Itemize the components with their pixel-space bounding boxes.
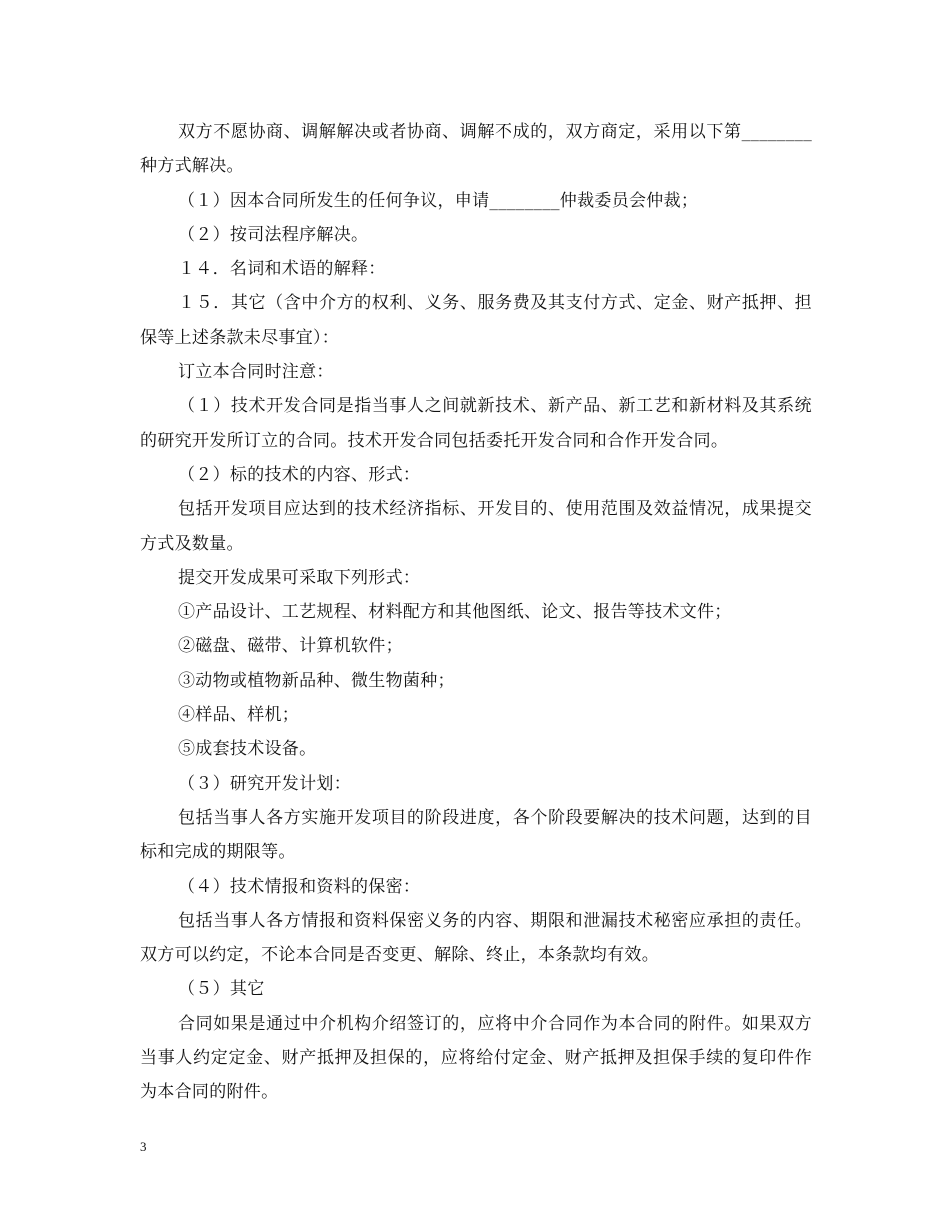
paragraph-note-3: （３）研究开发计划： bbox=[178, 773, 351, 794]
page-number: 3 bbox=[140, 1139, 147, 1154]
document-body bbox=[140, 115, 812, 1110]
list-item-form-2: ②磁盘、磁带、计算机软件； bbox=[178, 636, 403, 657]
paragraph-dispute-resolution: 双方不愿协商、调解解决或者协商、调解不成的，双方商定，采用以下第________种方式解决。 bbox=[140, 122, 812, 177]
paragraph-clause-15: １５．其它（含中介方的权利、义务、服务费及其支付方式、定金、财产抵押、担保等上述条款未尽事宜）： bbox=[140, 293, 812, 348]
list-item-form-3: ③动物或植物新品种、微生物菌种； bbox=[178, 670, 455, 691]
paragraph-judicial-option: （２）按司法程序解决。 bbox=[178, 224, 369, 245]
paragraph-notes-heading: 订立本合同时注意： bbox=[178, 362, 334, 383]
paragraph-note-4: （４）技术情报和资料的保密： bbox=[178, 876, 421, 897]
paragraph-note-2: （２）标的技术的内容、形式： bbox=[178, 464, 421, 485]
paragraph-note-5-detail: 合同如果是通过中介机构介绍签订的，应将中介合同作为本合同的附件。如果双方当事人约定定金、财产抵押及担保的，应将给付定金、财产抵押及担保手续的复印件作为本合同的附件。 bbox=[140, 1013, 812, 1103]
paragraph-deliverable-forms: 提交开发成果可采取下列形式： bbox=[178, 567, 421, 588]
paragraph-arbitration-option: （１）因本合同所发生的任何争议，申请________仲裁委员会仲裁； bbox=[178, 190, 699, 211]
paragraph-note-2-detail: 包括开发项目应达到的技术经济指标、开发目的、使用范围及效益情况，成果提交方式及数量。 bbox=[140, 499, 812, 554]
list-item-form-5: ⑤成套技术设备。 bbox=[178, 739, 317, 760]
paragraph-clause-14: １４．名词和术语的解释： bbox=[178, 259, 386, 280]
list-item-form-1: ①产品设计、工艺规程、材料配方和其他图纸、论文、报告等技术文件； bbox=[178, 602, 732, 623]
paragraph-note-5: （５）其它 bbox=[178, 979, 265, 1000]
paragraph-note-4-detail: 包括当事人各方情报和资料保密义务的内容、期限和泄漏技术秘密应承担的责任。双方可以约定，不论本合同是否变更、解除、终止，本条款均有效。 bbox=[140, 910, 812, 966]
list-item-form-4: ④样品、样机； bbox=[178, 705, 300, 726]
paragraph-note-1: （１）技术开发合同是指当事人之间就新技术、新产品、新工艺和新材料及其系统的研究开发所订立的合同。技术开发合同包括委托开发合同和合作开发合同。 bbox=[140, 396, 812, 451]
paragraph-note-3-detail: 包括当事人各方实施开发项目的阶段进度，各个阶段要解决的技术问题，达到的目标和完成的期限等。 bbox=[140, 807, 812, 863]
